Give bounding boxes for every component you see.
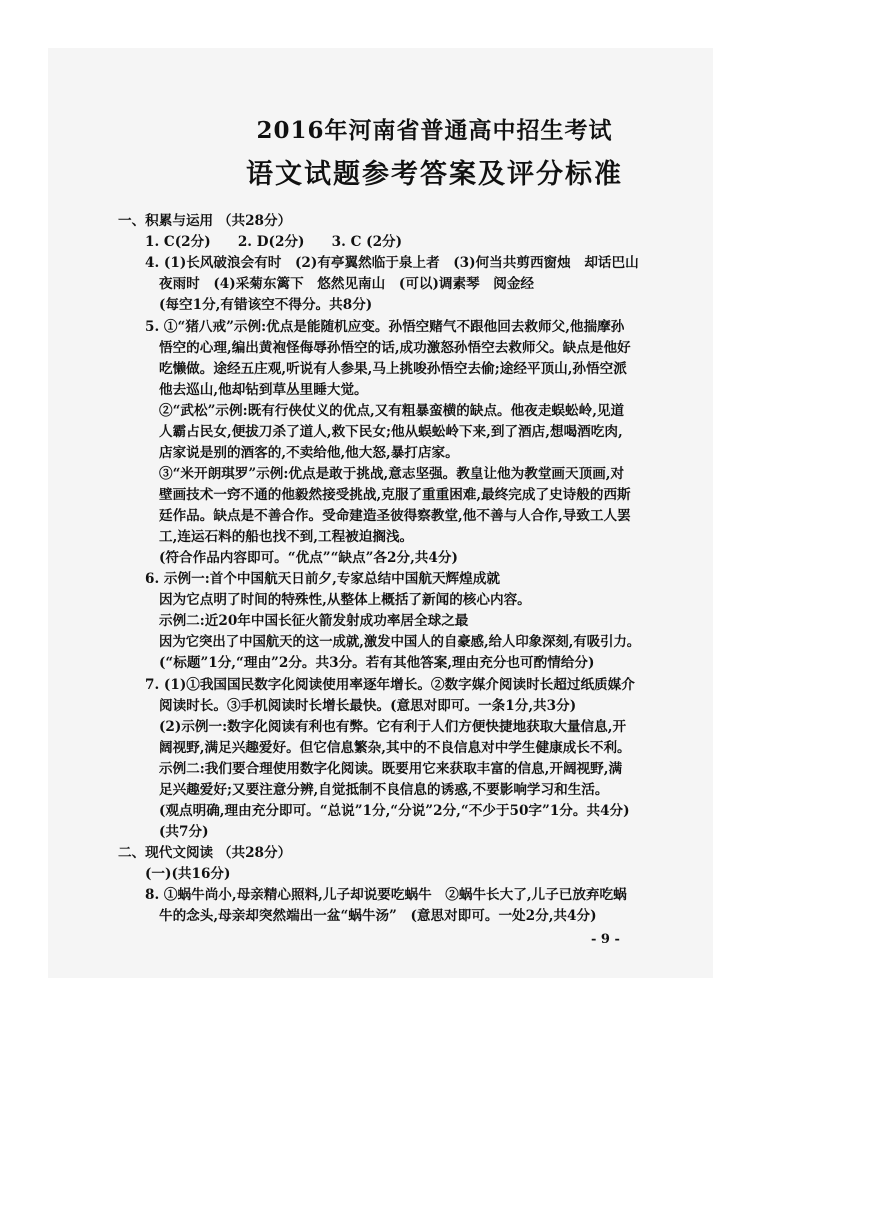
answer-line: 廷作品。缺点是不善合作。受命建造圣彼得察教堂,他不善与人合作,导致工人罢 bbox=[159, 508, 631, 524]
answer-line: (观点明确,理由充分即可。“总说”1分,“分说”2分,“不少于50字”1分。共4分) bbox=[159, 803, 630, 819]
answer-line: 足兴趣爱好;又要注意分辨,自觉抵制不良信息的诱惑,不要影响学习和生活。 bbox=[159, 782, 609, 798]
answer-line: 示例二:近20年中国长征火箭发射成功率居全球之最 bbox=[159, 613, 469, 629]
answer-line: 吃懒做。途经五庄观,听说有人参果,马上挑唆孙悟空去偷;途经平顶山,孙悟空派 bbox=[159, 361, 627, 377]
answer-line: 1. C(2分) 2. D(2分) 3. C (2分) bbox=[145, 234, 403, 250]
answer-line: (共7分) bbox=[159, 824, 209, 840]
answer-line: (2)示例一:数字化阅读有利也有弊。它有利于人们方便快捷地获取大量信息,开 bbox=[159, 719, 627, 735]
answer-line: 人霸占民女,便拔刀杀了道人,救下民女;他从蜈蚣岭下来,到了酒店,想喝酒吃肉, bbox=[159, 424, 623, 440]
answer-line: 阔视野,满足兴趣爱好。但它信息繁杂,其中的不良信息对中学生健康成长不利。 bbox=[159, 740, 631, 756]
answer-line: 8. ①蜗牛尚小,母亲精心照料,儿子却说要吃蜗牛 ②蜗牛长大了,儿子已放弃吃蜗 bbox=[145, 887, 627, 903]
answer-line: 7. (1)①我国国民数字化阅读使用率逐年增长。②数字媒介阅读时长超过纸质媒介 bbox=[145, 677, 635, 693]
answer-line: 5. ①“猪八戒”示例:优点是能随机应变。孙悟空赌气不跟他回去救师父,他揣摩孙 bbox=[145, 319, 625, 335]
answer-line: 6. 示例一:首个中国航天日前夕,专家总结中国航天辉煌成就 bbox=[145, 571, 500, 587]
answer-line: 因为它点明了时间的特殊性,从整体上概括了新闻的核心内容。 bbox=[159, 592, 531, 608]
answer-line: 他去巡山,他却钻到草丛里睡大觉。 bbox=[159, 382, 368, 398]
answer-line: (符合作品内容即可。“优点”“缺点”各2分,共4分) bbox=[159, 550, 458, 566]
answer-line: 4. (1)长风破浪会有时 (2)有亭翼然临于泉上者 (3)何当共剪西窗烛 却话巴山 bbox=[145, 255, 639, 271]
answer-line: ③“米开朗琪罗”示例:优点是敢于挑战,意志坚强。教皇让他为教堂画天顶画,对 bbox=[159, 466, 625, 482]
answer-line: 夜雨时 (4)采菊东篱下 悠然见南山 (可以)调素琴 阅金经 bbox=[159, 276, 535, 292]
answer-line: (一)(共16分) bbox=[145, 866, 231, 882]
answer-line: 示例二:我们要合理使用数字化阅读。既要用它来获取丰富的信息,开阔视野,满 bbox=[159, 761, 623, 777]
answer-line: 店家说是别的酒客的,不卖给他,他大怒,暴打店家。 bbox=[159, 445, 459, 461]
section-heading-1: 一、积累与运用 （共28分） bbox=[118, 213, 292, 229]
answer-line: (“标题”1分,“理由”2分。共3分。若有其他答案,理由充分也可酌情给分) bbox=[159, 655, 595, 671]
answer-line: 工,连运石料的船也找不到,工程被迫搁浅。 bbox=[159, 529, 414, 545]
answer-key-title: 语文试题参考答案及评分标准 bbox=[246, 159, 623, 190]
answer-line: 悟空的心理,编出黄袍怪侮辱孙悟空的话,成功激怒孙悟空去救师父。缺点是他好 bbox=[159, 340, 631, 356]
section-heading-2: 二、现代文阅读 （共28分） bbox=[118, 845, 292, 861]
answer-line: 阅读时长。③手机阅读时长增长最快。(意思对即可。一条1分,共3分) bbox=[159, 698, 577, 714]
answer-line: ②“武松”示例:既有行侠仗义的优点,又有粗暴蛮横的缺点。他夜走蜈蚣岭,见道 bbox=[159, 403, 625, 419]
answer-line: 因为它突出了中国航天的这一成就,激发中国人的自豪感,给人印象深刻,有吸引力。 bbox=[159, 634, 641, 650]
answer-line: 牛的念头,母亲却突然端出一盆“蜗牛汤” (意思对即可。一处2分,共4分) bbox=[159, 908, 597, 924]
answer-line: (每空1分,有错该空不得分。共8分) bbox=[159, 297, 373, 313]
page-number: - 9 - bbox=[591, 932, 620, 947]
answer-line: 壁画技术一窍不通的他毅然接受挑战,克服了重重困难,最终完成了史诗般的西斯 bbox=[159, 487, 631, 503]
exam-title: 2016年河南省普通高中招生考试 bbox=[256, 117, 613, 144]
